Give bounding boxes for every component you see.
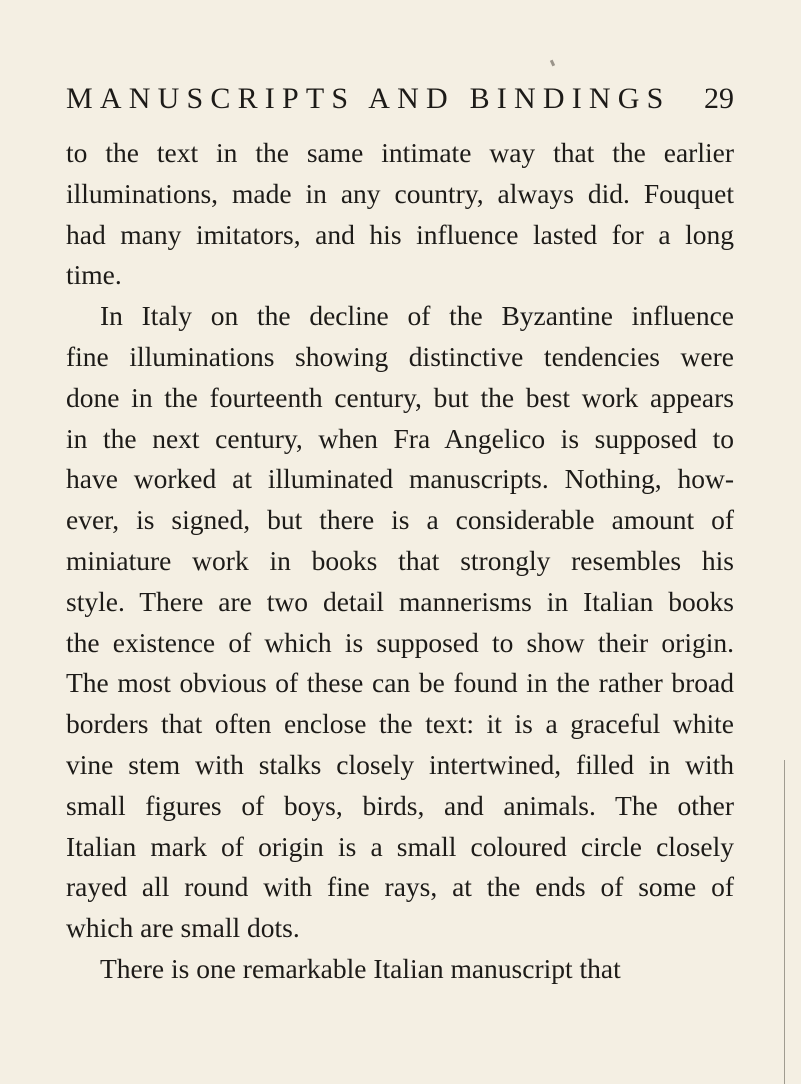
text-line: miniature work in books that strongly resembles his bbox=[66, 544, 734, 576]
text-line: ever, is signed, but there is a considerable amount of bbox=[66, 504, 734, 536]
running-title: MANUSCRIPTS AND BINDINGS bbox=[66, 82, 671, 115]
text-line: the existence of which is supposed to show their origin. bbox=[66, 626, 734, 658]
text-line: have worked at illuminated manuscripts. Nothing, how- bbox=[66, 463, 734, 495]
page-number: 29 bbox=[704, 82, 734, 115]
text-line: illuminations, made in any country, always did. Fouquet bbox=[66, 177, 734, 209]
text-line: style. There are two detail mannerisms in Italian books bbox=[66, 585, 734, 617]
text-line: The most obvious of these can be found in the rather broad bbox=[66, 667, 734, 699]
text-line: borders that often enclose the text: it is a graceful white bbox=[66, 708, 734, 740]
body-text bbox=[66, 133, 734, 990]
text-line: to the text in the same intimate way that the earlier bbox=[66, 137, 734, 168]
text-line: in the next century, when Fra Angelico is supposed to bbox=[66, 422, 734, 454]
text-line: small figures of boys, birds, and animals. The other bbox=[66, 789, 734, 821]
text-line: There is one remarkable Italian manuscript that bbox=[100, 952, 621, 984]
text-line: time. bbox=[66, 259, 122, 291]
binding-edge bbox=[784, 760, 785, 1084]
text-line: had many imitators, and his influence lasted for a long bbox=[66, 218, 734, 250]
text-line: fine illuminations showing distinctive tendencies were bbox=[66, 340, 734, 372]
text-line: Italian mark of origin is a small coloured circle closely bbox=[66, 830, 734, 862]
text-line: done in the fourteenth century, but the best work appears bbox=[66, 381, 734, 413]
text-line: rayed all round with fine rays, at the ends of some of bbox=[66, 871, 734, 903]
print-speck bbox=[550, 60, 555, 67]
text-line: which are small dots. bbox=[66, 912, 300, 944]
text-line: In Italy on the decline of the Byzantine influence bbox=[100, 300, 734, 332]
running-head bbox=[66, 82, 734, 122]
text-line: vine stem with stalks closely intertwined, filled in with bbox=[66, 748, 734, 780]
